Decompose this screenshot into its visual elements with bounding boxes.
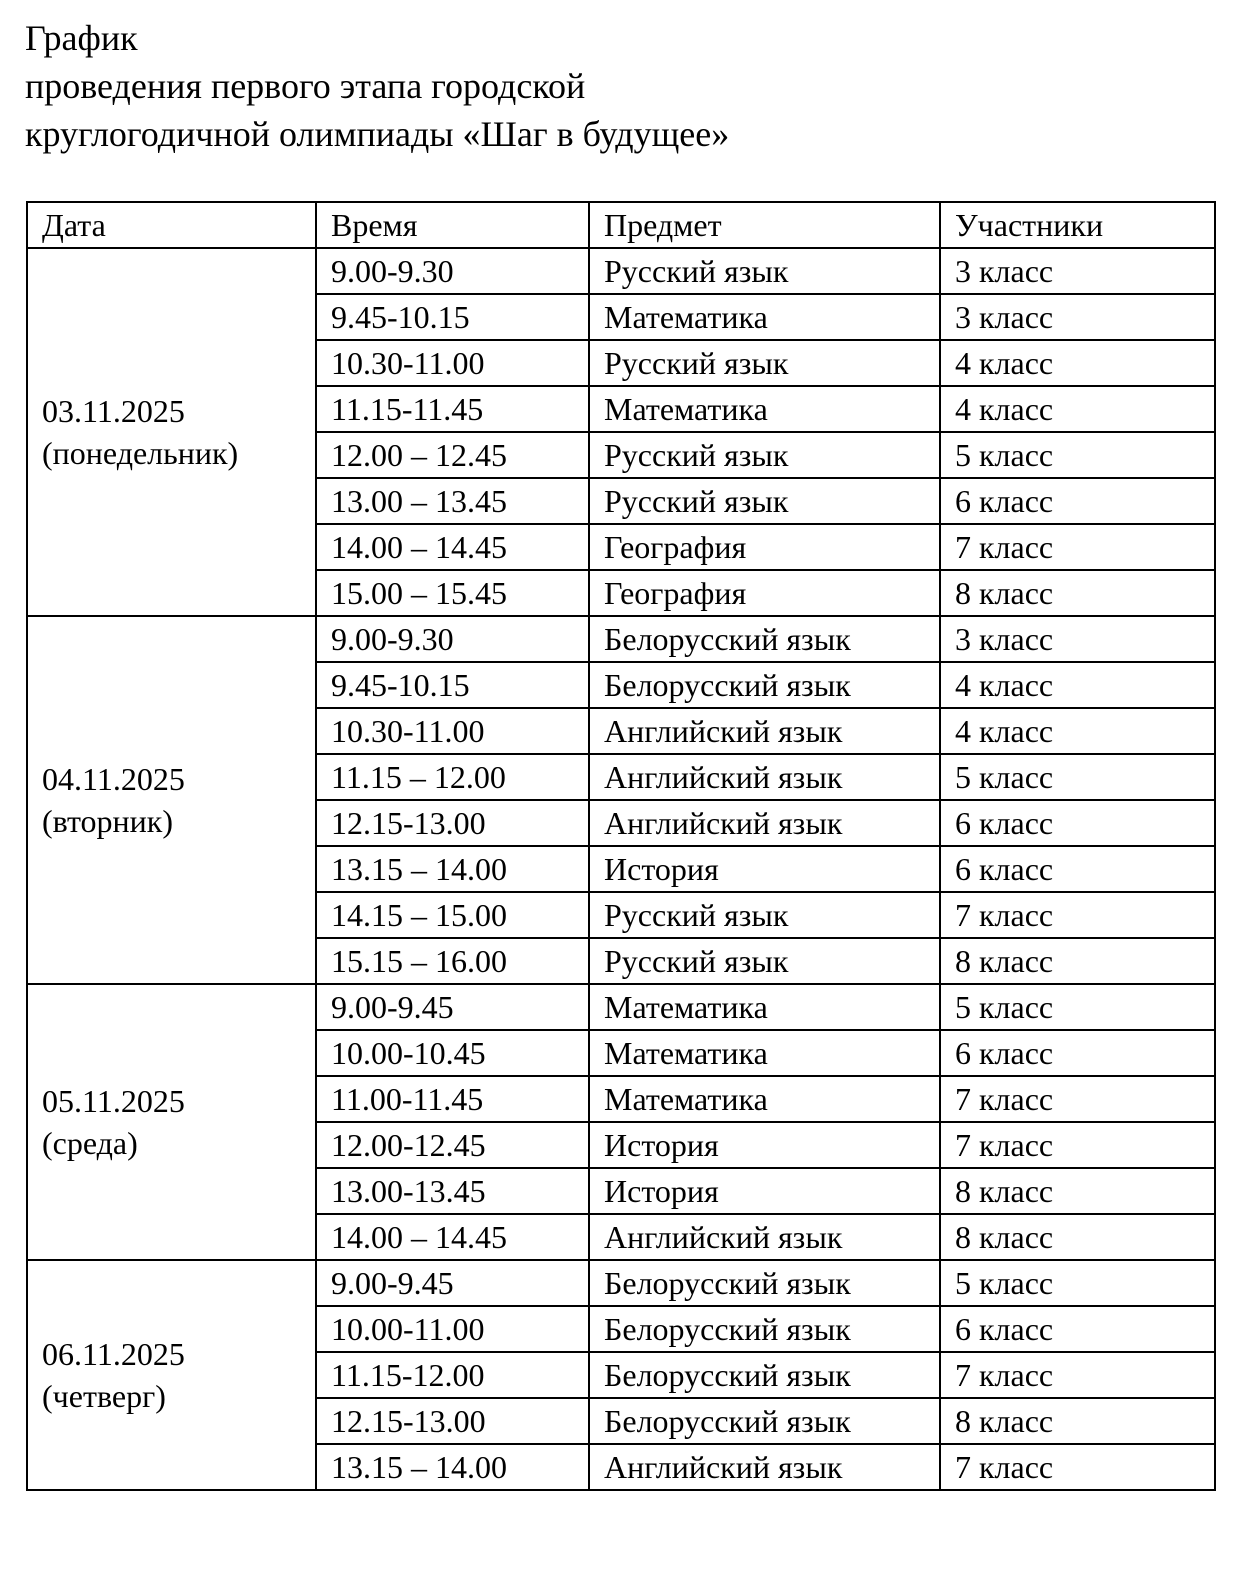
subject-cell: Белорусский язык [589, 616, 940, 662]
schedule-body [27, 248, 1215, 1490]
time-cell: 14.15 – 15.00 [316, 892, 589, 938]
participants-cell: 6 класс [940, 1306, 1215, 1352]
subject-cell: Английский язык [589, 800, 940, 846]
subject-cell: Математика [589, 1030, 940, 1076]
participants-cell: 8 класс [940, 1214, 1215, 1260]
weekday-value: (среда) [42, 1125, 138, 1161]
participants-cell: 7 класс [940, 1352, 1215, 1398]
subject-cell: Белорусский язык [589, 1352, 940, 1398]
participants-cell: 8 класс [940, 570, 1215, 616]
participants-cell: 5 класс [940, 432, 1215, 478]
time-cell: 12.00-12.45 [316, 1122, 589, 1168]
document-title [25, 14, 729, 158]
subject-cell: Математика [589, 984, 940, 1030]
subject-cell: Белорусский язык [589, 1306, 940, 1352]
subject-cell: Русский язык [589, 432, 940, 478]
participants-cell: 8 класс [940, 1398, 1215, 1444]
header-date: Дата [27, 202, 316, 248]
subject-cell: Математика [589, 294, 940, 340]
participants-cell: 7 класс [940, 1122, 1215, 1168]
subject-cell: История [589, 846, 940, 892]
participants-cell: 7 класс [940, 1444, 1215, 1490]
subject-cell: Русский язык [589, 248, 940, 294]
header-participants: Участники [940, 202, 1215, 248]
schedule-table [26, 201, 1216, 1491]
date-cell [27, 984, 316, 1260]
date-cell [27, 1260, 316, 1490]
time-cell: 9.00-9.45 [316, 1260, 589, 1306]
participants-cell: 7 класс [940, 892, 1215, 938]
participants-cell: 6 класс [940, 846, 1215, 892]
time-cell: 13.15 – 14.00 [316, 846, 589, 892]
subject-cell: Русский язык [589, 340, 940, 386]
subject-cell: История [589, 1168, 940, 1214]
time-cell: 9.00-9.30 [316, 616, 589, 662]
header-subject: Предмет [589, 202, 940, 248]
subject-cell: Русский язык [589, 478, 940, 524]
date-value: 05.11.2025 [42, 1083, 185, 1119]
time-cell: 9.45-10.15 [316, 662, 589, 708]
time-cell: 10.00-11.00 [316, 1306, 589, 1352]
time-cell: 9.45-10.15 [316, 294, 589, 340]
time-cell: 15.00 – 15.45 [316, 570, 589, 616]
time-cell: 10.00-10.45 [316, 1030, 589, 1076]
participants-cell: 6 класс [940, 800, 1215, 846]
participants-cell: 4 класс [940, 386, 1215, 432]
time-cell: 9.00-9.30 [316, 248, 589, 294]
subject-cell: Английский язык [589, 1444, 940, 1490]
header-row [27, 202, 1215, 248]
time-cell: 13.00 – 13.45 [316, 478, 589, 524]
subject-cell: История [589, 1122, 940, 1168]
subject-cell: Белорусский язык [589, 1260, 940, 1306]
weekday-value: (четверг) [42, 1378, 166, 1414]
time-cell: 14.00 – 14.45 [316, 524, 589, 570]
participants-cell: 4 класс [940, 708, 1215, 754]
table-row [27, 248, 1215, 294]
time-cell: 12.15-13.00 [316, 800, 589, 846]
time-cell: 10.30-11.00 [316, 340, 589, 386]
participants-cell: 5 класс [940, 754, 1215, 800]
participants-cell: 4 класс [940, 340, 1215, 386]
time-cell: 11.00-11.45 [316, 1076, 589, 1122]
participants-cell: 8 класс [940, 1168, 1215, 1214]
subject-cell: Английский язык [589, 708, 940, 754]
subject-cell: Английский язык [589, 1214, 940, 1260]
subject-cell: Белорусский язык [589, 662, 940, 708]
header-time: Время [316, 202, 589, 248]
weekday-value: (вторник) [42, 803, 173, 839]
time-cell: 10.30-11.00 [316, 708, 589, 754]
time-cell: 11.15 – 12.00 [316, 754, 589, 800]
table-row [27, 616, 1215, 662]
participants-cell: 6 класс [940, 1030, 1215, 1076]
subject-cell: Русский язык [589, 938, 940, 984]
subject-cell: География [589, 524, 940, 570]
title-line-2: проведения первого этапа городской [25, 66, 586, 106]
title-line-1: График [25, 18, 138, 58]
subject-cell: Белорусский язык [589, 1398, 940, 1444]
subject-cell: Математика [589, 386, 940, 432]
date-cell [27, 616, 316, 984]
table-row [27, 1260, 1215, 1306]
time-cell: 14.00 – 14.45 [316, 1214, 589, 1260]
participants-cell: 5 класс [940, 984, 1215, 1030]
participants-cell: 6 класс [940, 478, 1215, 524]
date-value: 04.11.2025 [42, 761, 185, 797]
participants-cell: 7 класс [940, 524, 1215, 570]
subject-cell: Английский язык [589, 754, 940, 800]
title-line-3: круглогодичной олимпиады «Шаг в будущее» [25, 114, 730, 154]
time-cell: 13.15 – 14.00 [316, 1444, 589, 1490]
time-cell: 12.15-13.00 [316, 1398, 589, 1444]
participants-cell: 8 класс [940, 938, 1215, 984]
weekday-value: (понедельник) [42, 435, 239, 471]
participants-cell: 5 класс [940, 1260, 1215, 1306]
time-cell: 11.15-12.00 [316, 1352, 589, 1398]
participants-cell: 3 класс [940, 616, 1215, 662]
time-cell: 15.15 – 16.00 [316, 938, 589, 984]
subject-cell: География [589, 570, 940, 616]
time-cell: 12.00 – 12.45 [316, 432, 589, 478]
subject-cell: Математика [589, 1076, 940, 1122]
participants-cell: 3 класс [940, 248, 1215, 294]
date-value: 06.11.2025 [42, 1336, 185, 1372]
table-row [27, 984, 1215, 1030]
time-cell: 9.00-9.45 [316, 984, 589, 1030]
date-value: 03.11.2025 [42, 393, 185, 429]
date-cell [27, 248, 316, 616]
time-cell: 11.15-11.45 [316, 386, 589, 432]
participants-cell: 3 класс [940, 294, 1215, 340]
participants-cell: 4 класс [940, 662, 1215, 708]
time-cell: 13.00-13.45 [316, 1168, 589, 1214]
subject-cell: Русский язык [589, 892, 940, 938]
participants-cell: 7 класс [940, 1076, 1215, 1122]
